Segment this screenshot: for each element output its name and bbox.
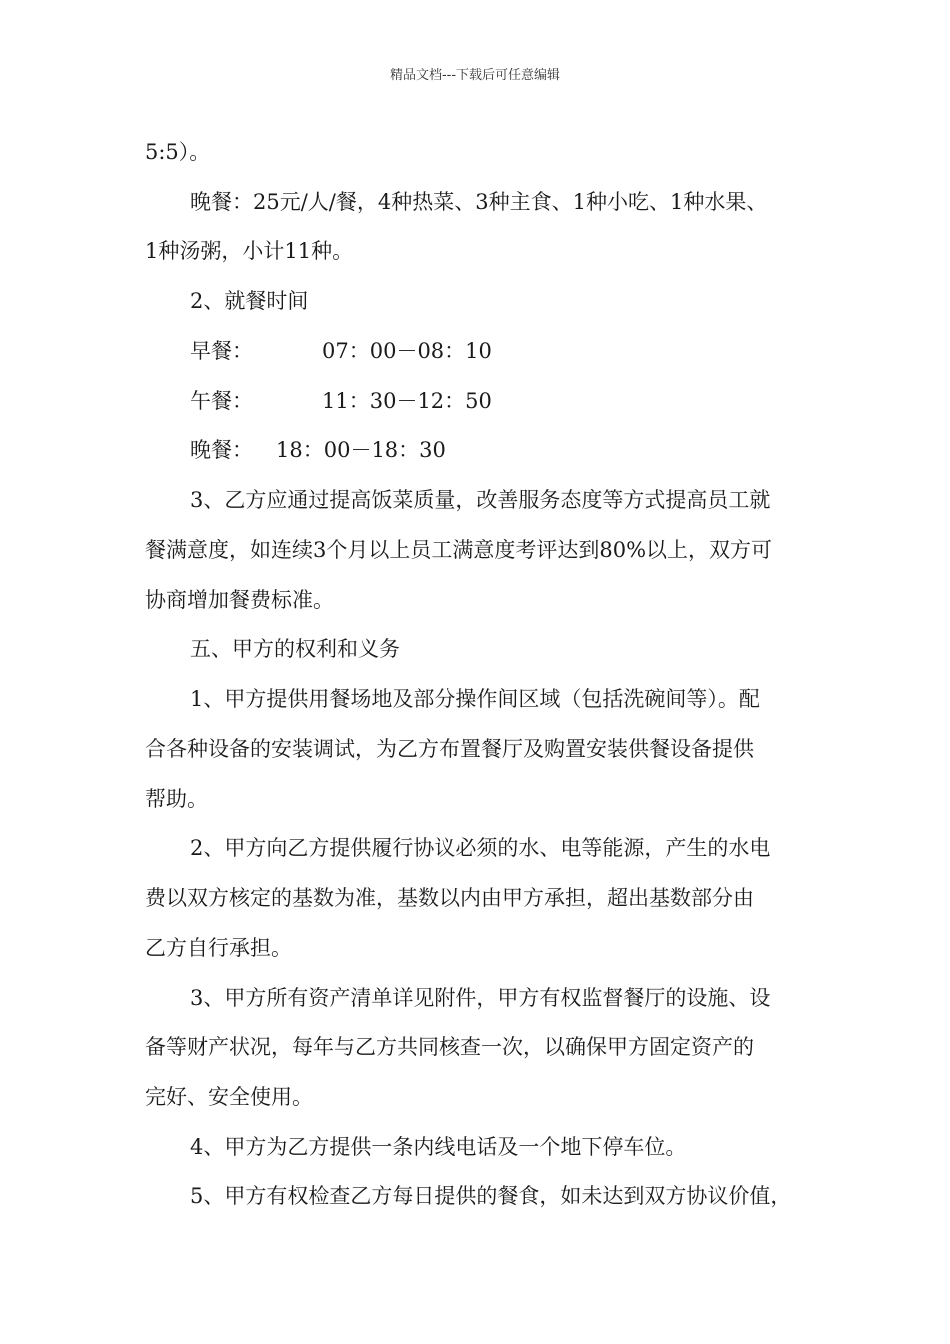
schedule-time-lunch: 11：30－12：50 <box>322 389 492 413</box>
text-line: 3、乙方应通过提高饭菜质量，改善服务态度等方式提高员工就 <box>190 488 771 512</box>
text-line: 3、甲方所有资产清单详见附件，甲方有权监督餐厅的设施、设 <box>190 986 771 1010</box>
text-line: 5、甲方有权检查乙方每日提供的餐食，如未达到双方协议价值， <box>190 1184 792 1208</box>
text-line: 备等财产状况，每年与乙方共同核查一次，以确保甲方固定资产的 <box>145 1035 754 1059</box>
text-line: 2、就餐时间 <box>190 289 309 313</box>
text-line: 协商增加餐费标准。 <box>145 588 334 612</box>
text-line: 完好、安全使用。 <box>145 1085 313 1109</box>
text-line: 费以双方核定的基数为准，基数以内由甲方承担，超出基数部分由 <box>145 886 754 910</box>
text-line: 1、甲方提供用餐场地及部分操作间区域（包括洗碗间等）。配 <box>190 687 760 711</box>
schedule-label-breakfast: 早餐： <box>190 339 253 363</box>
text-line: 餐满意度，如连续3个月以上员工满意度考评达到80%以上，双方可 <box>145 538 773 562</box>
schedule-label-dinner: 晚餐： <box>190 438 253 462</box>
text-line: 1种汤粥，小计11种。 <box>145 239 354 263</box>
schedule-time-breakfast: 07：00－08：10 <box>322 339 492 363</box>
text-span: 晚餐：25元/人/餐，4种热菜、3种主食、1种小吃、1种水果、 <box>190 190 768 214</box>
text-line: 5:5）。 <box>145 140 211 164</box>
page-header: 精品文档---下载后可任意编辑 <box>389 68 561 83</box>
text-line: 乙方自行承担。 <box>145 936 292 960</box>
text-line: 2、甲方向乙方提供履行协议必须的水、电等能源，产生的水电 <box>190 836 771 860</box>
text-line: 帮助。 <box>145 787 208 811</box>
schedule-time-dinner: 18：00－18：30 <box>276 438 446 462</box>
text-line <box>190 189 767 215</box>
schedule-label-lunch: 午餐： <box>190 389 253 413</box>
section-heading: 五、甲方的权利和义务 <box>190 637 400 661</box>
text-line: 4、甲方为乙方提供一条内线电话及一个地下停车位。 <box>190 1135 687 1159</box>
text-line: 合各种设备的安装调试，为乙方布置餐厅及购置安装供餐设备提供 <box>145 737 754 761</box>
